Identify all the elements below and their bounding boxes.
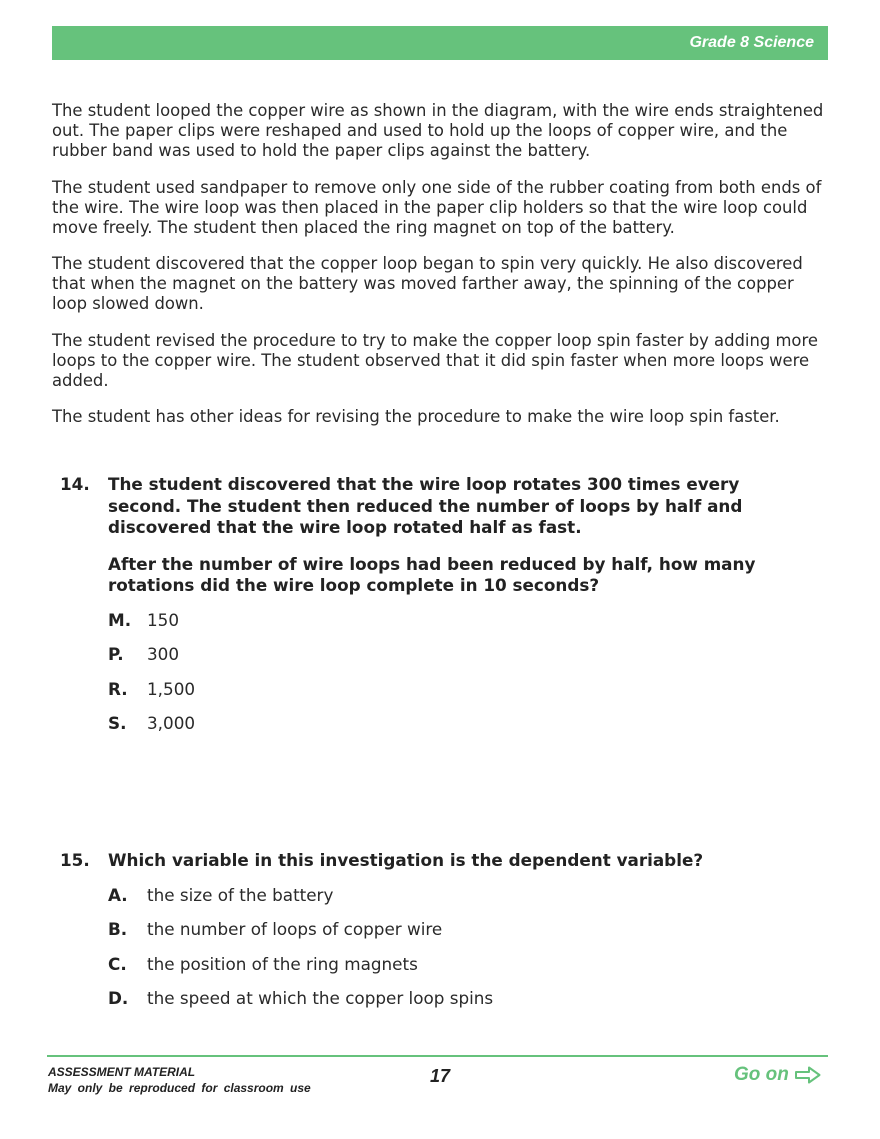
choice-letter: A. bbox=[108, 884, 128, 905]
header-title: Grade 8 Science bbox=[689, 34, 814, 51]
assessment-notice bbox=[48, 1064, 311, 1096]
question-number: 15. bbox=[60, 850, 90, 870]
header-band bbox=[52, 26, 828, 60]
answer-choice-c[interactable] bbox=[108, 954, 800, 989]
choice-letter: D. bbox=[108, 988, 129, 1008]
passage-paragraph: The student revised the procedure to try to make the copper loop spin faster by adding more loops to the copper wire. The student observed that it did spin faster when more loops were added. bbox=[52, 330, 818, 390]
footer-divider bbox=[47, 1055, 828, 1057]
answer-choice-r[interactable] bbox=[108, 679, 800, 714]
go-on-indicator bbox=[734, 1064, 821, 1086]
choice-text: 300 bbox=[147, 644, 180, 664]
choice-letter: C. bbox=[108, 953, 127, 974]
right-arrow-icon bbox=[795, 1066, 821, 1084]
passage-paragraph: The student discovered that the copper loop began to spin very quickly. He also discovered that when the magnet on the battery was moved farther away, the spinning of the copper loop slowed down. bbox=[52, 254, 803, 313]
choice-text: the size of the battery bbox=[147, 884, 334, 905]
passage-paragraph: The student used sandpaper to remove only one side of the rubber coating from both ends of the wire. The wire loop was then placed in the paper clip holders so that the wire loop could move freely. The student then placed the ring magnet on top of the battery. bbox=[52, 177, 822, 237]
choice-letter: M. bbox=[108, 609, 132, 630]
answer-choice-s[interactable] bbox=[108, 713, 800, 748]
choice-letter: B. bbox=[108, 919, 128, 939]
answer-choice-d[interactable] bbox=[108, 988, 800, 1023]
question-number: 14. bbox=[60, 474, 90, 494]
choice-text: 3,000 bbox=[147, 713, 196, 733]
notice-line-1: ASSESSMENT MATERIAL bbox=[48, 1065, 196, 1079]
reading-passage bbox=[52, 101, 832, 444]
notice-line-2: May only be reproduced for classroom use bbox=[48, 1081, 311, 1095]
choice-letter: P. bbox=[108, 644, 124, 664]
answer-choice-p[interactable] bbox=[108, 644, 800, 679]
question-prompt: After the number of wire loops had been reduced by half, how many rotations did the wire loop complete in 10 seconds? bbox=[108, 553, 756, 595]
question-stem: The student discovered that the wire loop rotates 300 times every second. The student then reduced the number of loops by half and discovered that the wire loop rotated half as fast. bbox=[108, 474, 743, 537]
choice-text: 1,500 bbox=[147, 678, 196, 699]
page-number: 17 bbox=[430, 1066, 451, 1086]
go-on-label: Go on bbox=[734, 1064, 789, 1085]
choice-text: the position of the ring magnets bbox=[147, 953, 418, 974]
passage-paragraph: The student has other ideas for revising the procedure to make the wire loop spin faster. bbox=[52, 407, 780, 426]
choice-text: 150 bbox=[147, 609, 180, 630]
question-14 bbox=[60, 474, 800, 748]
choice-text: the speed at which the copper loop spins bbox=[147, 988, 494, 1008]
answer-choice-m[interactable] bbox=[108, 610, 800, 645]
choice-letter: R. bbox=[108, 678, 128, 699]
question-stem: Which variable in this investigation is the dependent variable? bbox=[108, 850, 704, 870]
answer-choice-a[interactable] bbox=[108, 885, 800, 920]
passage-paragraph: The student looped the copper wire as shown in the diagram, with the wire ends straightened out. The paper clips were reshaped and used to hold up the loops of copper wire, and the rubber band was used to hold the paper clips against the battery. bbox=[52, 101, 824, 160]
choice-text: the number of loops of copper wire bbox=[147, 919, 443, 939]
question-15 bbox=[60, 850, 800, 1023]
choice-letter: S. bbox=[108, 713, 127, 733]
answer-choice-b[interactable] bbox=[108, 919, 800, 954]
